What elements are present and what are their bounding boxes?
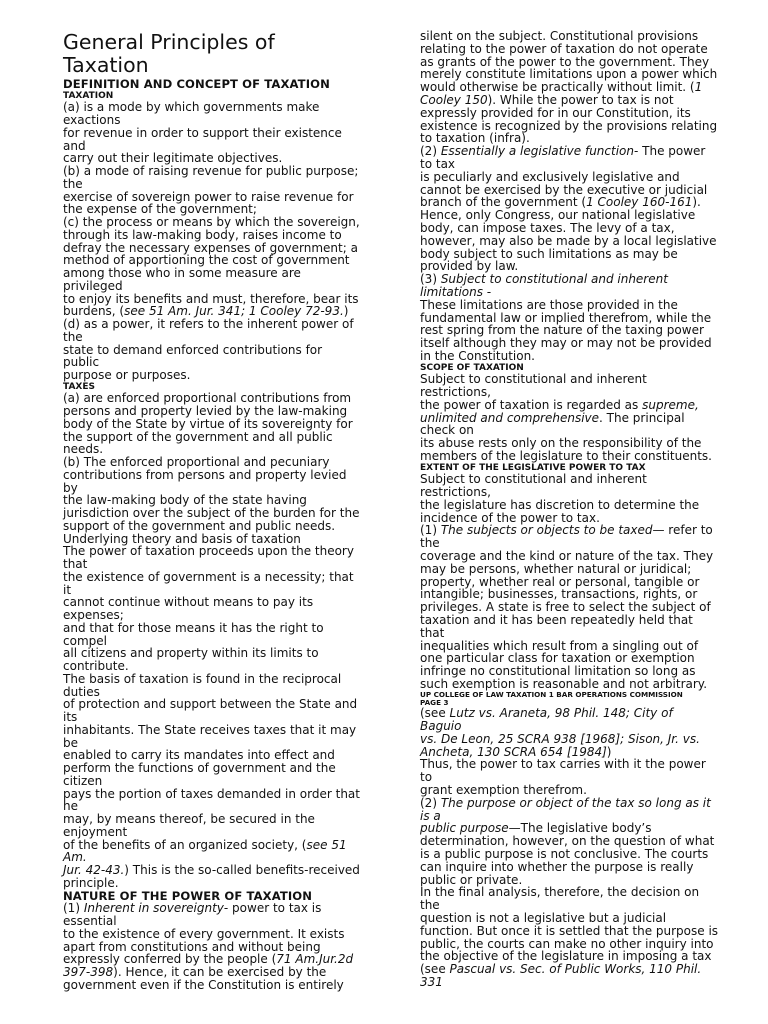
text-line: body of the State by virtue of its sovereignty for xyxy=(63,416,353,431)
page-title xyxy=(63,0,377,78)
text-line: of protection and support between the State and xyxy=(63,697,358,712)
text-line: its xyxy=(63,710,78,725)
text-line: and xyxy=(63,138,86,153)
text-line: government even if the Constitution is entirely xyxy=(63,977,344,992)
text-run: (3) xyxy=(420,272,441,287)
text-line: (b) The enforced proportional and pecuniary xyxy=(63,455,330,470)
text-line: that xyxy=(63,557,88,572)
text-run: ) This is the so-called benefits-received xyxy=(124,863,360,878)
text-line: persons and property levied by the law-making xyxy=(63,404,348,419)
text-line xyxy=(420,524,738,537)
text-line: function. But once it is settled that the purpose is xyxy=(420,923,719,938)
text-line: Thus, the power to tax carries with it the power xyxy=(420,757,706,772)
text-run: (1) xyxy=(420,523,441,538)
text-run: (see xyxy=(420,706,450,721)
text-line xyxy=(63,966,377,979)
text-line: These limitations are those provided in the xyxy=(420,297,678,312)
text-line: may, by means thereof, be secured in the xyxy=(63,812,315,827)
text-line: to enjoy its benefits and must, therefore, bear its xyxy=(63,291,359,306)
italic-text: Essentially a legislative function xyxy=(440,144,634,159)
text-line: that xyxy=(420,625,445,640)
text-line: it xyxy=(63,582,72,597)
text-line: coverage and the kind or nature of the tax. They xyxy=(420,549,714,564)
text-line: he xyxy=(63,799,78,814)
text-line: question is not a legislative but a judicial xyxy=(420,911,667,925)
text-line: privileges. A state is free to select the subject of xyxy=(420,600,711,615)
text-line: relating to the power of taxation do not operate xyxy=(420,41,708,56)
text-run: (see xyxy=(420,962,450,977)
text-line: Underlying theory and basis of taxation xyxy=(63,531,301,546)
text-line: The power of taxation proceeds upon the theory xyxy=(63,544,354,559)
italic-text: see 51 xyxy=(306,837,347,852)
title-line: General Principles of xyxy=(63,30,275,54)
text-line: to tax xyxy=(420,156,456,171)
text-line: infringe no constitutional limitation so long as xyxy=(420,664,696,679)
right-column xyxy=(420,30,738,989)
text-line xyxy=(63,839,377,852)
text-line: apart from constitutions and without being xyxy=(63,939,321,954)
text-line: by xyxy=(63,480,78,495)
text-line xyxy=(420,145,738,158)
section-heading: TAXATION xyxy=(63,90,114,101)
text-line: body subject to such limitations as may be xyxy=(420,246,678,261)
page-footer-note: UP COLLEGE OF LAW TAXATION 1 BAR OPERATIONS COMMISSION xyxy=(420,689,683,699)
text-line xyxy=(420,963,738,976)
text-line: principle. xyxy=(63,875,119,890)
italic-text: public purpose xyxy=(420,821,509,836)
text-line: enabled to carry its mandates into effect and xyxy=(63,748,335,763)
text-run: ). While the power to tax is not xyxy=(487,92,674,107)
italic-text: see 51 Am. Jur. 341; 1 Cooley 72-93. xyxy=(124,304,344,319)
text-line: intangible; businesses, transactions, rights, or xyxy=(420,587,698,602)
text-line: body, can impose taxes. The levy of a tax, xyxy=(420,220,675,235)
text-line: however, may also be made by a local legislative xyxy=(420,233,717,248)
text-line: citizen xyxy=(63,773,103,788)
text-line: essential xyxy=(63,914,117,929)
page-footer-note: PAGE 3 xyxy=(420,698,449,708)
section-heading: TAXES xyxy=(63,381,95,392)
text-line: state to demand enforced contributions for xyxy=(63,342,323,357)
text-line: support of the government and public needs. xyxy=(63,518,336,533)
text-line: purpose or purposes. xyxy=(63,368,191,383)
text-run: ). Hence, it can be exercised by the xyxy=(113,965,327,980)
text-run: the power of taxation is regarded as xyxy=(420,397,643,412)
text-run: (2) xyxy=(420,795,441,810)
text-line: cannot be exercised by the executive or judicial xyxy=(420,182,708,197)
text-line: be xyxy=(63,735,78,750)
text-line: in the Constitution. xyxy=(420,348,535,363)
text-run: - The power xyxy=(634,144,706,159)
italic-text: Am. xyxy=(63,850,87,865)
text-line: silent on the subject. Constitutional provisions xyxy=(420,29,699,43)
text-line: property, whether real or personal, tangible or xyxy=(420,574,700,589)
italic-text: Jur. 42-43. xyxy=(63,863,125,878)
text-run: would otherwise be practically without limit. ( xyxy=(420,80,695,95)
text-line: determination, however, on the question of what xyxy=(420,834,715,849)
text-line: public or private. xyxy=(420,872,523,887)
text-line: the support of the government and all public xyxy=(63,429,333,444)
text-line: pays the portion of taxes demanded in order that xyxy=(63,786,360,801)
italic-text: limitations - xyxy=(420,284,492,299)
text-run: expressly conferred by the people ( xyxy=(63,952,277,967)
text-line: public, the courts can make no other inquiry into xyxy=(420,936,714,951)
text-line: In the final analysis, therefore, the decision on xyxy=(420,885,700,900)
text-line: (a) are enforced proportional contributions from xyxy=(63,391,352,406)
text-line: exercise of sovereign power to raise revenue for xyxy=(63,189,354,204)
text-line: needs. xyxy=(63,442,104,457)
text-line: members of the legislature to their constituents. xyxy=(420,449,712,463)
italic-text: is a xyxy=(420,808,441,823)
text-line: carry out their legitimate objectives. xyxy=(63,151,283,166)
text-line: all citizens and property within its limits to xyxy=(63,646,319,661)
italic-text: Inherent in sovereignty xyxy=(83,901,224,916)
text-line: the xyxy=(420,536,440,551)
text-line: inequalities which result from a singling out of xyxy=(420,638,699,653)
italic-text: vs. De Leon, 25 SCRA 938 [1968]; Sison, Jr. vs. xyxy=(420,731,700,746)
text-line: as grants of the power to the government. They xyxy=(420,54,710,69)
text-run: ). xyxy=(692,195,701,210)
section-heading: SCOPE OF TAXATION xyxy=(420,362,524,373)
text-line xyxy=(420,976,738,989)
text-line: inhabitants. The State receives taxes that it may xyxy=(63,722,357,737)
text-line: public xyxy=(63,355,100,370)
text-line: (a) is a mode by which governments make xyxy=(63,100,320,115)
text-line: to xyxy=(420,770,433,785)
text-line: to taxation (infra). xyxy=(420,131,530,146)
text-line xyxy=(420,94,738,107)
section-heading: NATURE OF THE POWER OF TAXATION xyxy=(63,888,313,903)
text-line: merely constitute limitations upon a power which xyxy=(420,67,718,82)
text-line: fundamental law or implied therefrom, while the xyxy=(420,310,712,325)
text-run: . The principal xyxy=(599,410,685,425)
title-line: Taxation xyxy=(63,53,149,77)
text-line: perform the functions of government and the xyxy=(63,761,336,776)
text-line: the legislature has discretion to determine the xyxy=(420,497,700,512)
italic-text: 331 xyxy=(420,974,443,989)
text-line: for revenue in order to support their existence xyxy=(63,125,342,140)
text-line: the xyxy=(63,176,83,191)
text-line: the objective of the legislature in imposing a tax xyxy=(420,949,712,964)
text-run: burdens, ( xyxy=(63,304,125,319)
text-run: (1) xyxy=(63,901,84,916)
italic-text: 397-398 xyxy=(63,965,114,980)
section-heading: EXTENT OF THE LEGISLATIVE POWER TO TAX xyxy=(420,462,646,473)
text-line: incidence of the power to tax. xyxy=(420,510,600,525)
text-line: method of apportioning the cost of government xyxy=(63,253,350,268)
italic-text: Cooley 150 xyxy=(420,92,488,107)
text-line: compel xyxy=(63,633,107,648)
text-line: among those who in some measure are xyxy=(63,266,301,281)
text-line xyxy=(420,286,738,299)
text-line: jurisdiction over the subject of the burden for the xyxy=(63,506,360,521)
italic-text: Baguio xyxy=(420,719,462,734)
text-line: expressly provided for in our Constitution, its xyxy=(420,105,691,120)
text-line: itself although they may or may not be provided xyxy=(420,336,712,351)
text-line: grant exemption therefrom. xyxy=(420,783,587,798)
text-line: the existence of government is a necessity; that xyxy=(63,569,354,584)
text-line: defray the necessary expenses of government; a xyxy=(63,240,358,255)
text-line: taxation and it has been repeatedly held that xyxy=(420,613,693,628)
text-line: (b) a mode of raising revenue for public purpose; xyxy=(63,164,359,179)
text-line: can inquire into whether the purpose is really xyxy=(420,859,694,874)
left-column xyxy=(63,0,377,992)
text-line: the xyxy=(63,329,83,344)
italic-text: 1 xyxy=(694,80,703,95)
text-line: contribute. xyxy=(63,659,129,674)
text-line: privileged xyxy=(63,278,123,293)
italic-text: unlimited and comprehensive xyxy=(420,410,600,425)
text-line: The basis of taxation is found in the reciprocal xyxy=(63,671,342,686)
text-line: and that for those means it has the right to xyxy=(63,620,324,635)
text-line: restrictions, xyxy=(420,485,491,500)
text-line xyxy=(420,707,738,720)
text-line xyxy=(63,864,377,877)
text-run: - power to tax is xyxy=(223,901,322,916)
text-line: the xyxy=(420,898,440,913)
text-line: restrictions, xyxy=(420,385,491,400)
right-column-text xyxy=(420,30,738,989)
text-line: may be persons, whether natural or juridical; xyxy=(420,561,692,576)
text-line: rest spring from the nature of the taxing power xyxy=(420,323,704,338)
text-line: such exemption is reasonable and not arbitrary. xyxy=(420,677,708,692)
text-run: branch of the government ( xyxy=(420,195,587,210)
italic-text: 71 Am.Jur.2d xyxy=(276,952,354,967)
text-line: its abuse rests only on the responsibility of the xyxy=(420,436,702,451)
text-line: contributions from persons and property levied xyxy=(63,467,347,482)
text-line: the expense of the government; xyxy=(63,202,257,217)
italic-text: The purpose or object of the tax so long as it xyxy=(440,795,711,810)
text-line: one particular class for taxation or exemption xyxy=(420,651,695,666)
text-line: Hence, only Congress, our national legislative xyxy=(420,208,696,223)
text-line: is a public purpose is not conclusive. The courts xyxy=(420,847,709,862)
italic-text: Subject to constitutional and inherent xyxy=(440,272,668,287)
text-line: Subject to constitutional and inherent xyxy=(420,472,647,487)
section-heading: DEFINITION AND CONCEPT OF TAXATION xyxy=(63,77,330,91)
text-run: —The legislative body’s xyxy=(508,821,652,836)
italic-text: Lutz vs. Araneta, 98 Phil. 148; City of xyxy=(449,706,673,721)
italic-text: Pascual vs. Sec. of Public Works, 110 Phil. xyxy=(449,962,702,977)
text-line: expenses; xyxy=(63,608,124,623)
text-line: provided by law. xyxy=(420,259,519,274)
text-line xyxy=(420,797,738,810)
left-column-text xyxy=(63,78,377,992)
text-line: Subject to constitutional and inherent xyxy=(420,372,647,387)
text-run: ) xyxy=(606,744,612,759)
text-run: (2) xyxy=(420,144,441,159)
text-line: enjoyment xyxy=(63,824,128,839)
text-run: ) xyxy=(343,304,349,319)
italic-text: supreme, xyxy=(642,397,699,412)
text-line: exactions xyxy=(63,113,121,128)
italic-text: Ancheta, 130 SCRA 654 [1984] xyxy=(420,744,607,759)
text-line: duties xyxy=(63,684,100,699)
text-line: (d) as a power, it refers to the inherent power of xyxy=(63,317,354,332)
text-line: to the existence of every government. It exists xyxy=(63,926,345,941)
text-line: through its law-making body, raises income to xyxy=(63,227,342,242)
italic-text: The subjects or objects to be taxed xyxy=(440,523,653,538)
italic-text: 1 Cooley 160-161 xyxy=(586,195,693,210)
text-line: existence is recognized by the provisions relating xyxy=(420,118,718,133)
text-run: of the benefits of an organized society, ( xyxy=(63,837,307,852)
text-line: cannot continue without means to pay its xyxy=(63,595,314,610)
text-line: check on xyxy=(420,423,474,438)
text-line: the law-making body of the state having xyxy=(63,493,307,508)
text-run: — refer to xyxy=(652,523,713,538)
text-line: (c) the process or means by which the sovereign, xyxy=(63,215,360,230)
text-line: is peculiarly and exclusively legislative and xyxy=(420,169,680,184)
